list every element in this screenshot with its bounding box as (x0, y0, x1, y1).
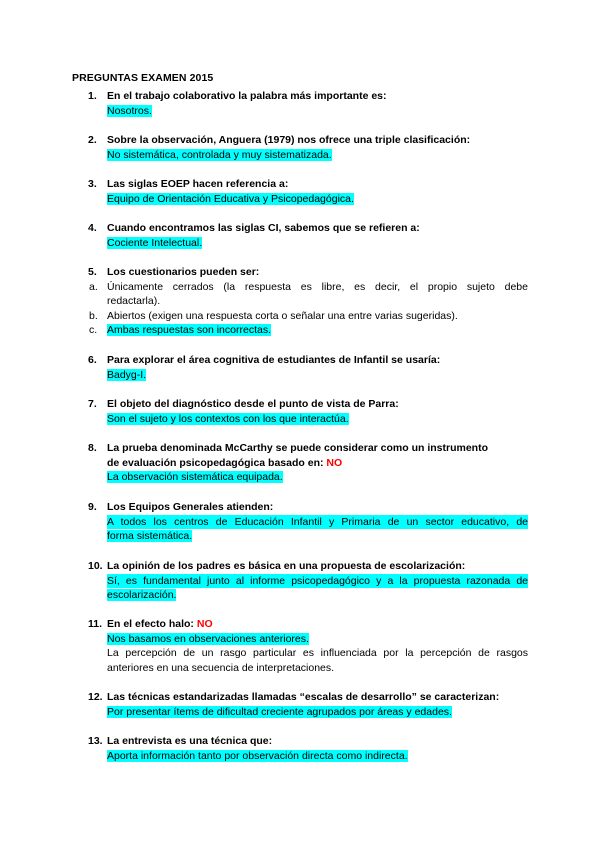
question-3 (88, 177, 528, 206)
question-text: Los cuestionarios pueden ser: (107, 266, 260, 278)
question-number: 8. (88, 442, 97, 454)
option-letter: a. (89, 280, 98, 293)
question-text: Cuando encontramos las siglas CI, sabemos que se refieren a: (107, 222, 420, 234)
question-7 (88, 397, 528, 426)
option-list (89, 280, 528, 338)
answer-highlight: Aporta información tanto por observación directa como indirecta. (107, 749, 408, 762)
question-text: En el trabajo colaborativo la palabra más importante es: (107, 90, 387, 102)
no-mark: NO (326, 456, 343, 469)
question-text: El objeto del diagnóstico desde el punto de vista de Parra: (107, 398, 399, 410)
document-title: PREGUNTAS EXAMEN 2015 (72, 72, 214, 84)
question-number: 10. (88, 560, 103, 572)
question-number: 2. (88, 134, 97, 146)
answer-highlight: La observación sistemática equipada. (107, 471, 283, 483)
question-text: En el efecto halo: (107, 618, 194, 630)
option-letter: b. (89, 309, 98, 322)
answer-highlight: Nos basamos en observaciones anteriores. (107, 632, 309, 645)
question-number: 11. (88, 618, 103, 630)
answer-highlight: Por presentar ítems de dificultad creciente agrupados por áreas y edades. (107, 705, 452, 718)
answer-highlight: Badyg-I. (107, 368, 147, 381)
question-2 (88, 133, 528, 162)
question-number: 13. (88, 735, 103, 747)
option-letter: c. (89, 324, 98, 336)
question-1 (88, 89, 528, 118)
question-number: 12. (88, 691, 103, 703)
question-text: Las técnicas estandarizadas llamadas “escalas de desarrollo” se caracterizan: (107, 691, 500, 703)
question-text: Para explorar el área cognitiva de estudiantes de Infantil se usaría: (107, 354, 441, 366)
answer-highlight: No sistemática, controlada y muy sistematizada. (107, 148, 332, 161)
option-b (89, 309, 528, 324)
answer-highlight-continued: forma sistemática. (107, 530, 193, 542)
option-text-continued: redactarla). (107, 295, 161, 307)
question-text: La opinión de los padres es básica en una propuesta de escolarización: (107, 560, 466, 572)
question-13 (88, 734, 528, 763)
answer-highlight: Cociente Intelectual. (107, 236, 203, 249)
option-text: Abiertos (exigen una respuesta corta o señalar una entre varias sugeridas). (107, 309, 458, 322)
question-12 (88, 690, 528, 719)
question-text-continued: de evaluación psicopedagógica basado en: (107, 456, 324, 469)
explanation-text-continued: anteriores en una secuencia de interpretaciones. (107, 661, 335, 674)
question-number: 9. (88, 501, 97, 513)
question-text: Las siglas EOEP hacen referencia a: (107, 178, 289, 190)
answer-highlight-continued: escolarización. (107, 589, 177, 601)
question-number: 4. (88, 222, 97, 234)
answer-highlight: Ambas respuestas son incorrectas. (107, 324, 271, 336)
question-text: Sobre la observación, Anguera (1979) nos ofrece una triple clasificación: (107, 134, 471, 146)
question-8 (88, 441, 528, 485)
question-5 (88, 265, 528, 338)
no-mark: NO (196, 618, 213, 630)
question-number: 3. (88, 178, 97, 190)
answer-highlight: Equipo de Orientación Educativa y Psicopedagógica. (107, 192, 354, 205)
question-11 (88, 617, 528, 675)
question-6 (88, 353, 528, 382)
answer-highlight: Sí, es fundamental junto al informe psicopedagógico y a la propuesta razonada de (107, 574, 528, 587)
answer-highlight: Son el sujeto y los contextos con los que interactúa. (107, 412, 349, 425)
question-4 (88, 221, 528, 250)
explanation-text: La percepción de un rasgo particular es influenciada por la percepción de rasgos (107, 647, 528, 659)
question-text: La entrevista es una técnica que: (107, 735, 273, 747)
answer-highlight: Nosotros. (107, 104, 152, 117)
question-number: 6. (88, 354, 97, 366)
answer-highlight: A todos los centros de Educación Infantil y Primaria de un sector educativo, de (107, 515, 528, 528)
option-a (89, 280, 528, 309)
question-number: 5. (88, 266, 97, 278)
option-c (89, 323, 528, 338)
question-number: 1. (88, 90, 97, 102)
question-10 (88, 559, 528, 603)
question-9 (88, 500, 528, 544)
question-text: La prueba denominada McCarthy se puede considerar como un instrumento (107, 442, 488, 454)
question-text: Los Equipos Generales atienden: (107, 501, 274, 513)
question-number: 7. (88, 398, 97, 410)
option-text: Únicamente cerrados (la respuesta es libre, es decir, el propio sujeto debe (107, 280, 528, 293)
